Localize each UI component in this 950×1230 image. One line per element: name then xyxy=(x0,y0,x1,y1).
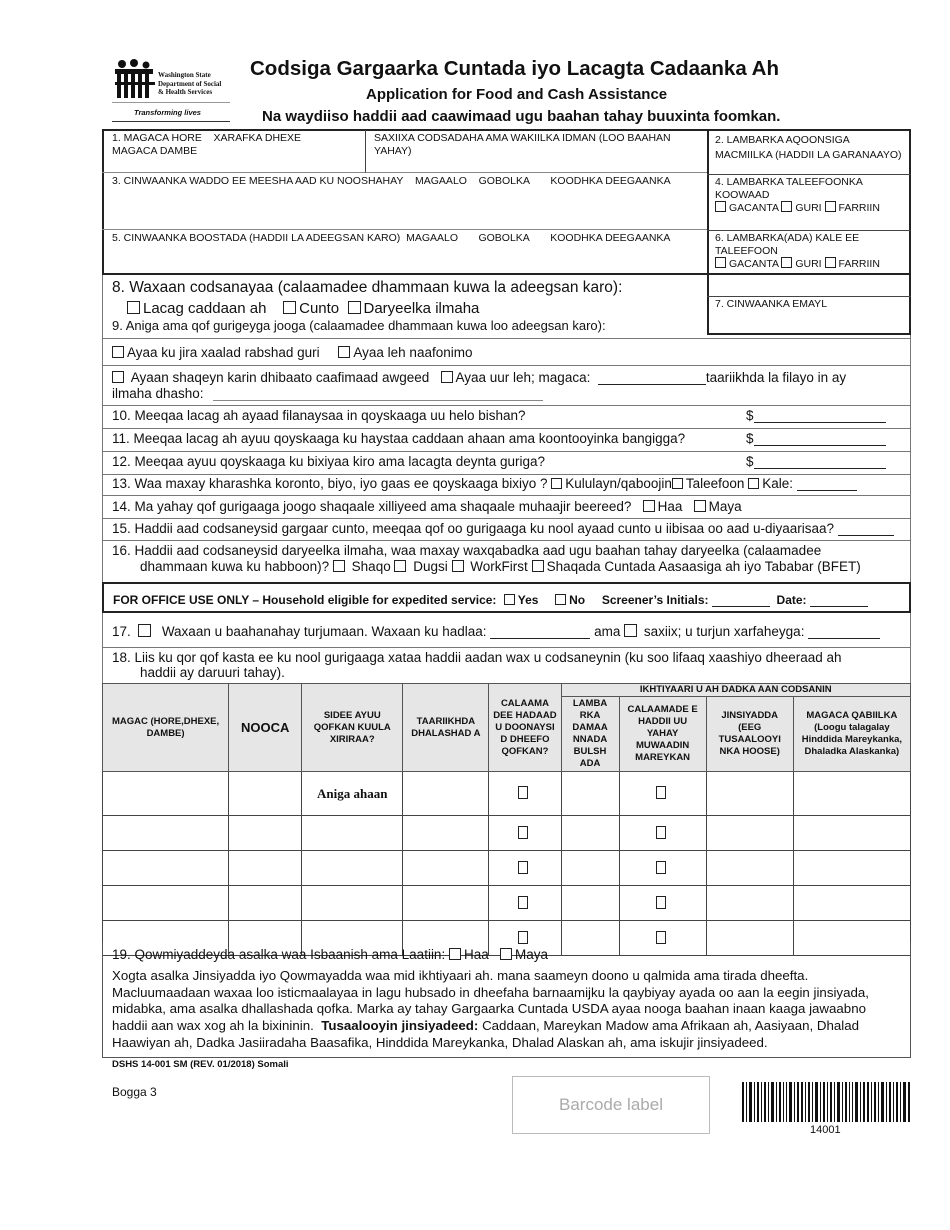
name-cell[interactable] xyxy=(103,816,229,851)
barcode-label-text: Barcode label xyxy=(559,1095,663,1114)
citizen-cell xyxy=(619,886,706,921)
sex-cell[interactable] xyxy=(229,816,302,851)
signature-label: SAXIIXA CODSADAHA AMA WAKIILKA IDMAN (LOO BAAHAN YAHAY) xyxy=(374,132,671,157)
q10-label: 10. Meeqaa lacag ah ayaad filanaysaa in qoyskaaga uu helo bishan? xyxy=(112,408,526,423)
ssn-cell[interactable] xyxy=(561,886,619,921)
option-cell: GACANTA xyxy=(729,202,779,214)
ssn-cell[interactable] xyxy=(561,772,619,816)
screener-initials-label: Screener’s Initials: xyxy=(601,593,709,607)
or-label: ama xyxy=(594,624,621,639)
email-label: 7. CINWAANKA EMAYL xyxy=(715,298,828,310)
q12-answer xyxy=(746,454,886,469)
q15-label: 15. Haddii aad codsaneysid gargaar cunto, meeqaa qof oo gurigaaga ku nool ayaad cunto u iibisaa oo aad u-diyaarisaa? xyxy=(112,521,835,536)
q14-label: 14. Ma yahay qof gurigaaga joogo shaqaale xilliyeed ama shaqaale muhaajir beereed? xyxy=(112,499,632,514)
residential-address-label: 3. CINWAANKA WADDO EE MEESHA AAD KU NOOSHAHAY xyxy=(112,175,404,187)
q11-label: 11. Meeqaa lacag ah ayuu qoyskaaga ku haystaa caddaan ahaan ama koontooyinka bangigga? xyxy=(112,431,686,446)
checkbox-hispanic-no[interactable] xyxy=(500,948,512,960)
q18-label: 18. Liis ku qor qof kasta ee ku nool gurigaaga xataa haddii aadan wax u codsaneynin (ku soo lifaaq xaashiyo dheeraad ah xyxy=(112,650,842,665)
option-heating-cooling: Kululayn/qaboojin xyxy=(565,476,672,491)
q9-options-row1 xyxy=(112,345,472,360)
office-date-input[interactable] xyxy=(810,606,868,607)
race-examples-label: Tusaalooyin jinsiyadeed: xyxy=(321,1018,479,1034)
form-title-somali: Codsiga Gargaarka Cuntada iyo Lacagta Cadaanka Ah xyxy=(250,57,779,80)
office-no-label: No xyxy=(569,593,586,607)
race-cell[interactable] xyxy=(706,816,793,851)
table-row xyxy=(103,886,911,921)
option-cash: Lacag caddaan ah xyxy=(143,300,267,317)
q8-options xyxy=(127,300,479,317)
q17-label: Waxaan u baahanahay turjumaan. Waxaan ku hadlaa: xyxy=(161,624,487,639)
sex-cell[interactable] xyxy=(229,772,302,816)
q9-label: 9. Aniga ama qof gurigeyga jooga (calaamadee dhammaan kuwa loo adeegsan karo): xyxy=(112,318,606,333)
form-id: DSHS 14-001 SM (REV. 01/2018) Somali xyxy=(112,1059,289,1070)
barcode-number: 14001 xyxy=(810,1124,841,1136)
ethnicity-note-text: Xogta asalka Jinsiyadda iyo Qowmayadda waa mid ikhtiyaari ah. mana saameyn doono u qalmida ama tirada dheefta. Macluumaadaan waxaa loo isticmaalayaa in lagu hubsado in dheefaha barnaamijku la qaybiyay ayada oo aan la eegin jinsiyada, midabka, ama asalka dhallashada qofka. Marka ay tahay Gargaarka Cuntada USDA ayaa nooga baahan inaan kaaga jawaabno haddii aan wax xog ah la bixininin. xyxy=(112,968,869,1034)
race-cell[interactable] xyxy=(706,772,793,816)
checkbox-sign-language[interactable] xyxy=(624,624,637,637)
q16-label-cont: dhammaan kuwa ku habboon)? xyxy=(140,559,330,574)
last-name-label: MAGACA DAMBE xyxy=(112,145,198,157)
checkbox-workfirst[interactable] xyxy=(452,560,464,572)
checkbox-citizen[interactable] xyxy=(656,826,666,839)
option-no: Maya xyxy=(515,947,549,962)
logo-line3: & Health Services xyxy=(158,88,213,96)
col-birthdate: TAARIIKHDA DHALASHAD A xyxy=(403,684,489,772)
county-label: GOBOLKA xyxy=(478,232,530,244)
field-signature[interactable] xyxy=(366,130,707,173)
name-cell[interactable] xyxy=(103,772,229,816)
option-message: FARRIIN xyxy=(838,202,880,214)
dshs-logo xyxy=(112,58,230,124)
apply-cell xyxy=(489,772,561,816)
logo-line2: Department of Social xyxy=(158,79,222,88)
option-yes: Haa xyxy=(657,499,683,514)
county-label: GOBOLKA xyxy=(478,175,530,187)
office-yes-label: Yes xyxy=(517,593,539,607)
household-members-table xyxy=(102,683,911,956)
citizen-cell xyxy=(619,851,706,886)
checkbox-childcare[interactable] xyxy=(348,301,361,314)
optional-header: IKHTIYAARI U AH DADKA AAN CODSANIN xyxy=(561,684,911,697)
option-home: GURI xyxy=(795,258,822,270)
q16-options xyxy=(140,559,861,574)
first-name-label: 1. MAGACA HORE xyxy=(112,132,202,144)
apply-cell xyxy=(489,886,561,921)
race-cell[interactable] xyxy=(706,886,793,921)
q16-label: 16. Haddii aad codsaneysid daryeelka ilmaha, waa maxay waxqabadka aad ugu baahan tahay daryeelka (calaamadee xyxy=(112,543,822,558)
tribe-cell[interactable] xyxy=(793,886,910,921)
sex-cell[interactable] xyxy=(229,886,302,921)
table-row xyxy=(103,772,911,816)
apply-cell xyxy=(489,816,561,851)
checkbox-home[interactable] xyxy=(781,257,792,268)
option-domestic-violence: Ayaa ku jira xaalad rabshad guri xyxy=(127,345,320,360)
checkbox-disability[interactable] xyxy=(338,346,350,358)
option-message: FARRIIN xyxy=(838,258,880,270)
checkbox-citizen[interactable] xyxy=(656,896,666,909)
pregnant-name-input[interactable] xyxy=(598,384,706,385)
q17-number: 17. xyxy=(112,624,131,639)
option-disability: Ayaa leh naafonimo xyxy=(353,345,473,360)
col-name: MAGAC (HORE,DHEXE, DAMBE) xyxy=(103,684,229,772)
checkbox-citizen[interactable] xyxy=(656,861,666,874)
logo-line1: Washington State xyxy=(158,71,211,79)
logo-tagline: Transforming lives xyxy=(134,108,201,117)
option-pregnant: Ayaa uur leh; magaca: xyxy=(455,370,591,385)
city-label: MAGAALO xyxy=(406,232,459,244)
tribe-cell[interactable] xyxy=(793,772,910,816)
citizen-cell xyxy=(619,816,706,851)
relationship-cell[interactable] xyxy=(302,886,403,921)
relationship-cell[interactable] xyxy=(302,851,403,886)
checkbox-pregnant[interactable] xyxy=(441,371,453,383)
page-number: Bogga 3 xyxy=(112,1085,157,1099)
checkbox-office-yes[interactable] xyxy=(504,594,515,605)
citizen-cell xyxy=(619,772,706,816)
q18-label-cont: haddii ay daruuri tahay). xyxy=(140,665,285,680)
birthdate-cell[interactable] xyxy=(403,886,489,921)
checkbox-apply[interactable] xyxy=(518,896,528,909)
other-phone-label: 6. LAMBARKA(ADA) KALE EE TALEEFOON xyxy=(715,232,860,257)
q12-label: 12. Meeqaa ayuu qoyskaaga ku bixiyaa kiro ama lacagta deynta guriga? xyxy=(112,454,546,469)
screener-initials-input[interactable] xyxy=(712,606,770,607)
checkbox-bfet[interactable] xyxy=(532,560,544,572)
field-mailing-address[interactable] xyxy=(102,230,707,275)
option-yes: Haa xyxy=(463,947,489,962)
checkbox-cash[interactable] xyxy=(127,301,140,314)
q15-input[interactable] xyxy=(838,535,894,536)
q8-label: 8. Waxaan codsanayaa (calaamadee dhammaan kuwa la adeegsan karo): xyxy=(112,279,623,296)
field-client-id[interactable] xyxy=(707,131,911,175)
q10-input[interactable] xyxy=(754,422,886,423)
translate-input[interactable] xyxy=(808,638,880,639)
barcode-label-box xyxy=(512,1076,710,1134)
q9-options-row2 xyxy=(112,370,846,385)
q12-input[interactable] xyxy=(754,468,886,469)
dollar-sign: $ xyxy=(746,431,754,446)
q14-row xyxy=(112,499,742,514)
field-residential-address[interactable] xyxy=(102,173,707,230)
q11-input[interactable] xyxy=(754,445,886,446)
checkbox-other[interactable] xyxy=(748,478,759,489)
q13-row xyxy=(112,476,857,491)
col-us-citizen: CALAAMADE E HADDII UU YAHAY MUWAADIN MAREYKAN xyxy=(619,697,706,772)
date-label: Date: xyxy=(776,593,807,607)
client-id-label: 2. LAMBARKA AQOONSIGA MACMIILKA (HADDII LA GARANAAYO) xyxy=(715,134,902,161)
checkbox-health-issue[interactable] xyxy=(112,371,124,383)
q13-label: 13. Waa maxay kharashka koronto, biyo, iyo gaas ee qoyskaaga bixiyo ? xyxy=(112,476,548,491)
option-bfet: Shaqada Cuntada Aasaasiga ah iyo Tababar (BFET) xyxy=(546,559,861,574)
office-use-label: FOR OFFICE USE ONLY – Household eligible for expedited service: xyxy=(113,593,497,607)
option-no: Maya xyxy=(708,499,742,514)
checkbox-office-no[interactable] xyxy=(555,594,566,605)
name-cell[interactable] xyxy=(103,851,229,886)
checkbox-apply[interactable] xyxy=(518,786,528,799)
due-date-label: taariikhda la filayo in ay xyxy=(705,370,847,385)
race-cell[interactable] xyxy=(706,851,793,886)
checkbox-hispanic-yes[interactable] xyxy=(449,948,461,960)
q19-row xyxy=(112,947,548,962)
q15-row xyxy=(112,521,894,536)
checkbox-work[interactable] xyxy=(333,560,345,572)
col-relationship: SIDEE AYUU QOFKAN KUULA XIRIRAA? xyxy=(302,684,403,772)
checkbox-domestic-violence[interactable] xyxy=(112,346,124,358)
col-ssn: LAMBA RKA DAMAA NNADA BULSH ADA xyxy=(561,697,619,772)
option-cell: GACANTA xyxy=(729,258,779,270)
checkbox-apply[interactable] xyxy=(518,861,528,874)
table-row xyxy=(103,816,911,851)
checkbox-message[interactable] xyxy=(825,257,836,268)
city-label: MAGAALO xyxy=(415,175,467,187)
zip-label: KOODHKA DEEGAANKA xyxy=(550,232,671,244)
checkbox-no[interactable] xyxy=(694,500,706,512)
birthdate-cell[interactable] xyxy=(403,772,489,816)
race-examples-text: Caddaan, Mareykan Madow ama Afrikaan ah, Aasiyaan, Dhalad Haawiyan ah, Dadka Jasiiradaha Baasafika, Hinddida Mareykanka, Dhalad Alaskan ah, ama iskujir jinsiyadeed. xyxy=(112,1018,860,1050)
option-home: GURI xyxy=(795,202,822,214)
col-sex: NOOCA xyxy=(229,684,302,772)
checkbox-school[interactable] xyxy=(394,560,406,572)
sex-cell[interactable] xyxy=(229,851,302,886)
option-work: Shaqo xyxy=(351,559,391,574)
option-food: Cunto xyxy=(299,300,340,317)
q10-answer xyxy=(746,408,886,423)
field-applicant-name[interactable] xyxy=(102,130,366,173)
option-childcare: Daryeelka ilmaha xyxy=(363,300,480,317)
form-title-english: Application for Food and Cash Assistance xyxy=(366,86,668,103)
barcode-icon xyxy=(742,1082,910,1122)
checkbox-cell[interactable] xyxy=(715,257,726,268)
field-primary-phone[interactable] xyxy=(707,175,911,231)
dollar-sign: $ xyxy=(746,408,754,423)
help-instruction: Na waydiiso haddii aad caawimaad ugu baahan tahay buuxinta foomkan. xyxy=(262,108,781,125)
office-use-box xyxy=(102,582,911,613)
language-input[interactable] xyxy=(490,638,590,639)
col-race: JINSIYADDA (EEG TUSAALOOYI NKA HOOSE) xyxy=(706,697,793,772)
checkbox-food[interactable] xyxy=(283,301,296,314)
ethnicity-note xyxy=(112,968,904,1052)
q19-label: 19. Qowmiyaddeyda asalka waa Isbaanish ama Laatiin: xyxy=(112,947,446,962)
checkbox-apply[interactable] xyxy=(518,826,528,839)
birthdate-cell[interactable] xyxy=(403,816,489,851)
primary-phone-label: 4. LAMBARKA TALEEFOONKA KOOWAAD xyxy=(715,176,863,201)
birthdate-cell[interactable] xyxy=(403,851,489,886)
relationship-cell[interactable] xyxy=(302,816,403,851)
checkbox-yes[interactable] xyxy=(643,500,655,512)
ssn-cell[interactable] xyxy=(561,816,619,851)
q11-answer xyxy=(746,431,886,446)
col-tribe: MAGACA QABIILKA (Loogu talagalay Hinddida Mareykanka, Dhaladka Alaskanka) xyxy=(793,697,910,772)
checkbox-cell[interactable] xyxy=(715,201,726,212)
option-health-issue: Ayaan shaqeyn karin dhibaato caafimaad awgeed xyxy=(130,370,430,385)
ssn-cell[interactable] xyxy=(561,851,619,886)
tribe-cell[interactable] xyxy=(793,851,910,886)
checkbox-home[interactable] xyxy=(781,201,792,212)
apply-cell xyxy=(489,851,561,886)
middle-initial-label: XARAFKA DHEXE xyxy=(213,132,302,144)
due-date-input[interactable] xyxy=(213,400,543,401)
q9-due-date-row xyxy=(112,386,543,401)
q17-row xyxy=(112,624,880,639)
dollar-sign: $ xyxy=(746,454,754,469)
table-row xyxy=(103,851,911,886)
tribe-cell[interactable] xyxy=(793,816,910,851)
checkbox-message[interactable] xyxy=(825,201,836,212)
checkbox-heating-cooling[interactable] xyxy=(551,478,562,489)
q13-other-input[interactable] xyxy=(797,490,857,491)
relationship-cell: Aniga ahaan xyxy=(302,772,403,816)
due-date-label-cont: ilmaha dhasho: xyxy=(112,386,204,401)
checkbox-phone[interactable] xyxy=(672,478,683,489)
col-apply-benefits: CALAAMA DEE HADAAD U DOONAYSI D DHEEFO QOFKAN? xyxy=(489,684,561,772)
mailing-address-label: 5. CINWAANKA BOOSTADA (HADDII LA ADEEGSAN KARO) xyxy=(112,232,401,244)
checkbox-citizen[interactable] xyxy=(656,786,666,799)
option-workfirst: WorkFirst xyxy=(470,559,528,574)
name-cell[interactable] xyxy=(103,886,229,921)
field-email[interactable] xyxy=(707,297,911,333)
option-school: Dugsi xyxy=(413,559,448,574)
zip-label: KOODHKA DEEGAANKA xyxy=(550,175,671,187)
option-phone: Taleefoon xyxy=(685,476,745,491)
q17-label-cont: saxiix; u turjun xarfaheyga: xyxy=(643,624,805,639)
checkbox-interpreter[interactable] xyxy=(138,624,151,637)
option-other: Kale: xyxy=(762,476,793,491)
field-other-phone[interactable] xyxy=(707,231,911,297)
